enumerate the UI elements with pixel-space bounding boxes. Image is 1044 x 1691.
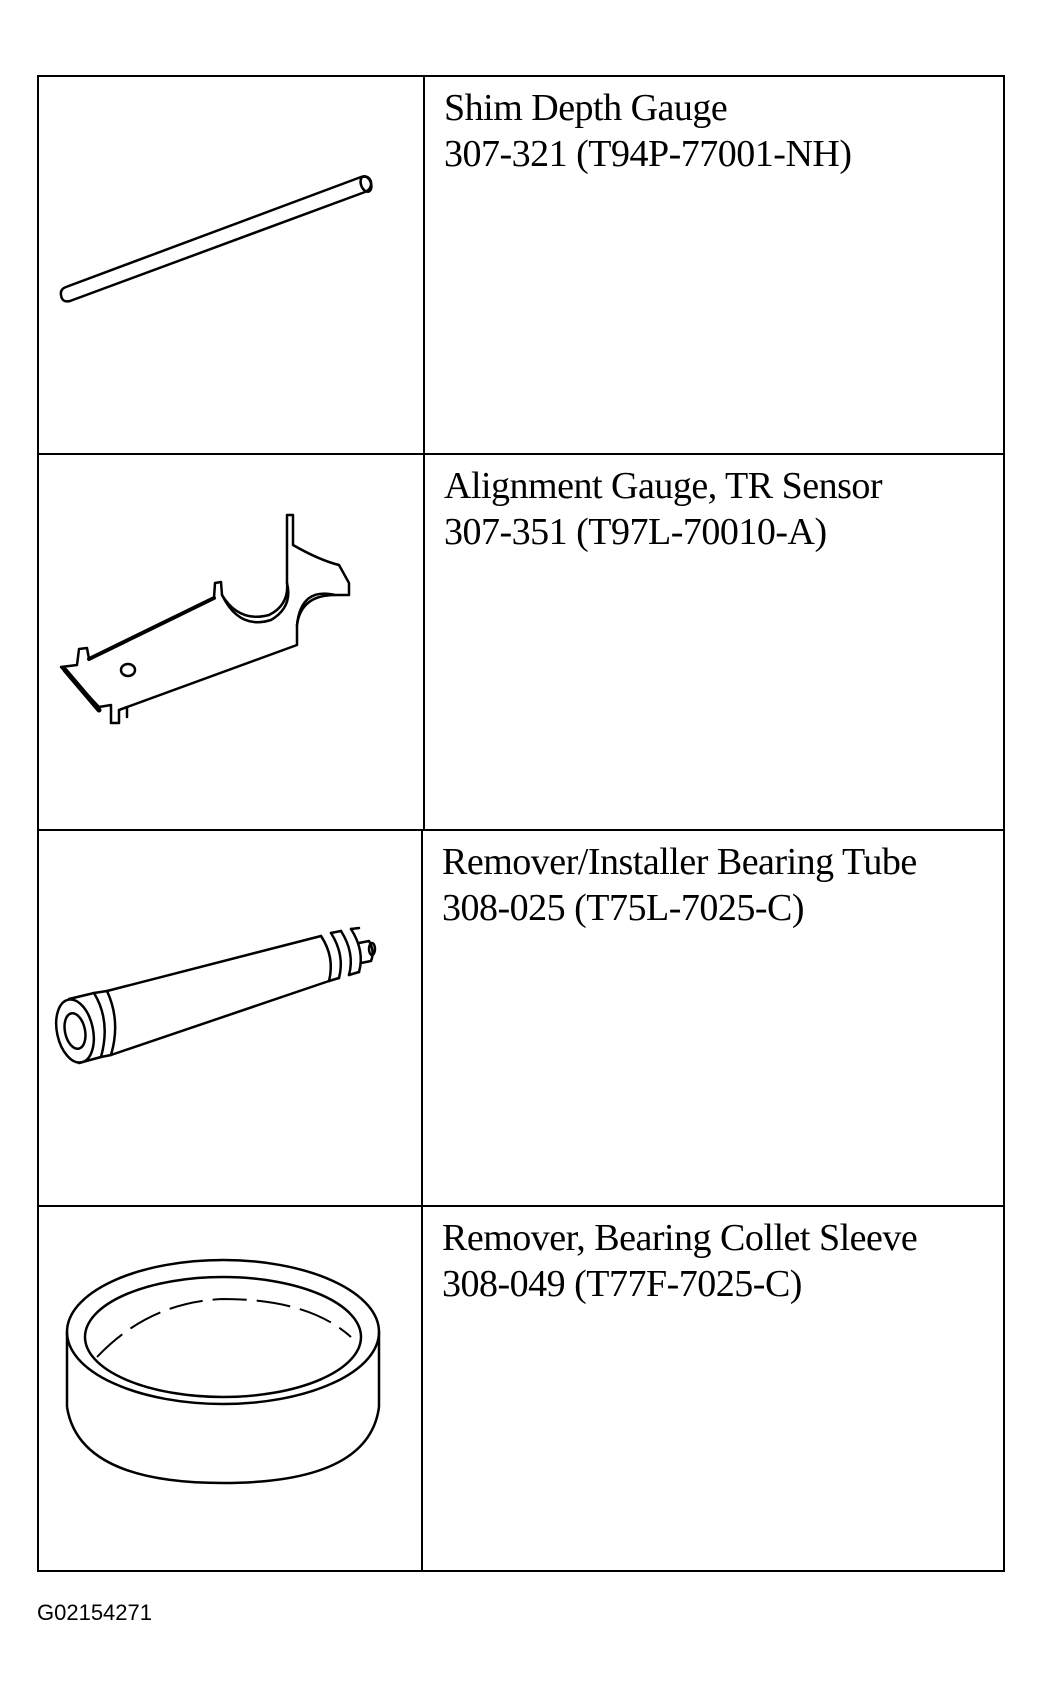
- special-tools-table: [37, 75, 1005, 1572]
- rod-icon: [39, 77, 423, 453]
- collet-sleeve-ring-icon: [39, 1207, 423, 1572]
- column-divider: [423, 77, 425, 453]
- tool-row: [39, 77, 1003, 453]
- column-divider: [421, 831, 423, 1205]
- tool-row: [39, 1205, 1003, 1570]
- tool-description: [444, 463, 995, 555]
- tool-description: [442, 839, 995, 931]
- tool-row: [39, 453, 1003, 829]
- tool-illustration: [39, 831, 423, 1205]
- tool-illustration: [39, 77, 423, 453]
- tool-name: Shim Depth Gauge: [444, 87, 728, 129]
- tool-description: [444, 85, 995, 177]
- tool-number: 307-351 (T97L-70010-A): [444, 511, 827, 553]
- tool-name: Remover, Bearing Collet Sleeve: [442, 1217, 918, 1259]
- tool-illustration: [39, 455, 423, 829]
- figure-code: G02154271: [37, 1600, 152, 1625]
- column-divider: [423, 455, 425, 829]
- tool-name: Remover/Installer Bearing Tube: [442, 841, 917, 883]
- tool-number: 308-049 (T77F-7025-C): [442, 1263, 802, 1305]
- tool-illustration: [39, 1207, 423, 1570]
- tool-number: 308-025 (T75L-7025-C): [442, 887, 805, 929]
- tool-row: [39, 829, 1003, 1205]
- alignment-plate-icon: [39, 455, 423, 831]
- tool-name: Alignment Gauge, TR Sensor: [444, 465, 883, 507]
- column-divider: [421, 1207, 423, 1570]
- bearing-tube-icon: [39, 831, 423, 1207]
- tool-description: [442, 1215, 995, 1307]
- tool-number: 307-321 (T94P-77001-NH): [444, 133, 852, 175]
